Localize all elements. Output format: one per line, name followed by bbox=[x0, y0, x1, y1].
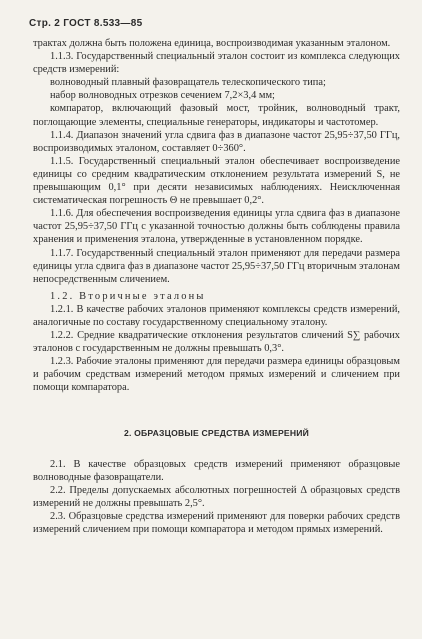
document-body bbox=[33, 37, 400, 536]
paragraph: 1.2.2. Средние квадратические отклонения результатов сличений S∑ рабочих эталонов с государственным не должны превышать 0,3°. bbox=[33, 330, 400, 355]
subheading: 1.2. Вторичные эталоны bbox=[50, 290, 206, 302]
list-item: набор волноводных отрезков сечением 7,2×3,4 мм; bbox=[50, 90, 275, 102]
paragraph: 1.1.6. Для обеспечения воспроизведения единицы угла сдвига фаз в диапазоне частот 25,95÷37,50 ГГц с указанной точностью должны быть соблюдены правила хранения и применения эталона, утвержденные в установленном порядке. bbox=[33, 208, 400, 246]
section-title: 2. ОБРАЗЦОВЫЕ СРЕДСТВА ИЗМЕРЕНИЙ bbox=[124, 427, 309, 438]
paragraph: 1.1.5. Государственный специальный эталон обеспечивает воспроизведение единицы со средним квадратическим отклонением результата измерений S, не превышающим 0,1° при десяти независимых наблюдениях. Неисключенная систематическая погрешность Θ не превышает 0,2°. bbox=[33, 155, 400, 207]
paragraph: 2.3. Образцовые средства измерений применяют для поверки рабочих средств измерений сличением при помощи компаратора и методом прямых измерений. bbox=[33, 511, 400, 536]
list-item: компаратор, включающий фазовый мост, тройник, волноводный тракт, поглощающие элементы, специальные генераторы, индикаторы и частотомер. bbox=[33, 103, 400, 128]
paragraph: 1.1.4. Диапазон значений угла сдвига фаз в диапазоне частот 25,95÷37,50 ГГц, воспроизводимых эталоном, составляет 0÷360°. bbox=[33, 129, 400, 154]
paragraph: 1.1.3. Государственный специальный эталон состоит из комплекса следующих средств измерений: bbox=[33, 51, 400, 76]
paragraph: 1.1.7. Государственный специальный эталон применяют для передачи размера единицы угла сдвига фаз в диапазоне частот 25,95÷37,50 ГГц вторичным эталонам непосредственным сличением. bbox=[33, 247, 400, 285]
paragraph: 2.2. Пределы допускаемых абсолютных погрешностей Δ образцовых средств измерений не должны превышать 2,5°. bbox=[33, 484, 400, 509]
paragraph: 2.1. В качестве образцовых средств измерений применяют образцовые волноводные фазовращатели. bbox=[33, 458, 400, 483]
paragraph: трактах должна быть положена единица, воспроизводимая указанным эталоном. bbox=[33, 38, 391, 49]
page-header: Стр. 2 ГОСТ 8.533—85 bbox=[29, 18, 143, 29]
paragraph: 1.2.1. В качестве рабочих эталонов применяют комплексы средств измерений, аналогичные по составу государственному специальному эталону. bbox=[33, 303, 400, 328]
paragraph: 1.2.3. Рабочие эталоны применяют для передачи размера единицы образцовым и рабочим средствам измерений методом прямых измерений и сличением при помощи компаратора. bbox=[33, 356, 400, 394]
list-item: волноводный плавный фазовращатель телескопического типа; bbox=[50, 77, 326, 89]
